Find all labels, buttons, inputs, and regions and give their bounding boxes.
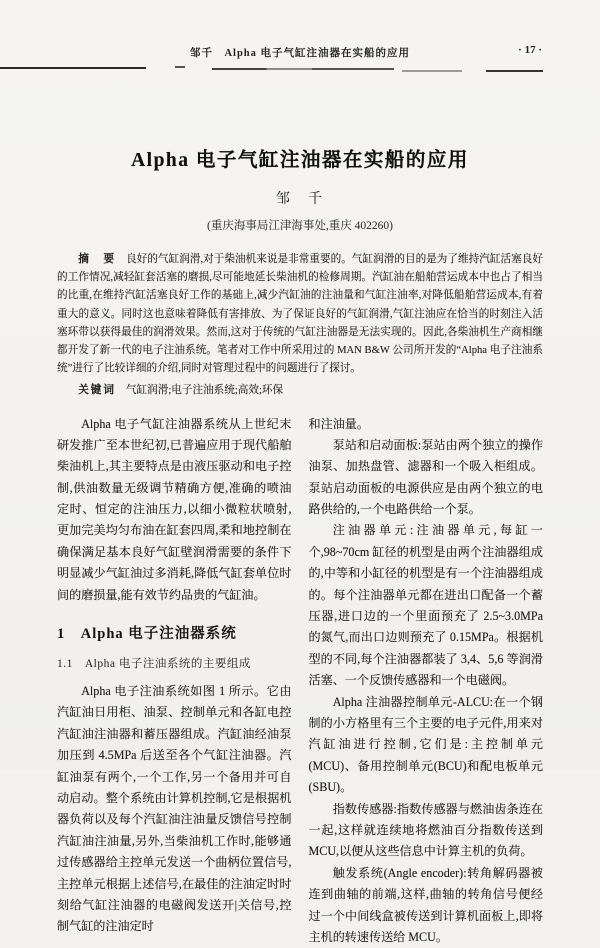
paragraph-continuation: 和注油量。 [308, 416, 369, 431]
paragraph-alcu: Alpha 注油器控制单元-ALCU:在一个钢制的小方格里有三个主要的电子元件,用来对汽缸油进行控制,它们是:主控制单元(MCU)、备用控制单元(BCU)和配电板单元(SBU)。 [308, 694, 543, 795]
paper-title: Alpha 电子气缸注油器在实船的应用 [131, 150, 469, 171]
header-rule-center [212, 68, 394, 70]
header-rule-left [0, 67, 146, 69]
paragraph-pump-station: 泵站和启动面板:泵站由两个独立的操作油泵、加热盘管、滤器和一个吸入柜组成。泵站启动面板的电源供应是由两个独立的电路供给的,一个电路供给一个泵。 [308, 437, 543, 517]
paragraph-injector-unit: 注油器单元:注油器单元,每缸一个,98~70cm 缸径的机型是由两个注油器组成的,中等和小缸径的机型是有一个注油器组成的。每个注油器单元都在进出口配备一个蓄压器,进口边的一个里面预充了 2.5~3.0MPa 的氮气,而出口边则预充了 0.15MPa。根据机型的不同,每个注油器都装了 3,4、5,6 等润滑活塞、一个反馈传感器和一个电磁阀。 [308, 523, 543, 688]
body-columns [57, 414, 543, 948]
abstract-block [57, 251, 543, 379]
running-head-title: 邹千 Alpha 电子气缸注油器在实船的应用 [189, 48, 411, 59]
paragraph-trigger-system: 触发系统(Angle encoder):转角解码器被连到曲轴的前端,这样,曲轴的转角信号便经过一个中间线盒被传送到计算机面板上,即将主机的转速传送给 MCU。 [308, 865, 543, 944]
header-rule-right [486, 70, 543, 72]
header-rule-dash [175, 66, 185, 68]
header-rule-mid [402, 70, 462, 72]
abstract-label: 摘 要 [78, 254, 117, 265]
author-affiliation: (重庆海事局江津海事处,重庆 402260) [207, 220, 393, 232]
page-number: · 17 · [518, 44, 542, 56]
author-name: 邹 千 [276, 192, 324, 207]
keywords-text: 气缸润滑;电子注油系统;高效;环保 [125, 384, 284, 396]
keywords-block [57, 382, 543, 400]
section-1-heading: 1 Alpha 电子注油器系统 [57, 626, 237, 643]
paragraph-index-sensor: 指数传感器:指数传感器与燃油齿条连在一起,这样就连续地将燃油百分指数传送到 MCU,以便从这些信息中计算主机的负荷。 [308, 801, 543, 859]
left-column [57, 414, 292, 948]
keywords-label: 关键词 [78, 384, 116, 396]
section-1-1-heading: 1.1 Alpha 电子注油系统的主要组成 [57, 658, 251, 671]
abstract-text: 良好的气缸润滑,对于柴油机来说是非常重要的。气缸润滑的目的是为了维持汽缸活塞良好的工作情况,减轻缸套活塞的磨损,尽可能地延长柴油机的检修周期。汽缸油在船舶营运成本中也占了相当的比重,在维持汽缸活塞良好工作的基础上,减少汽缸油的注油量和气缸注油率,对降低船舶营运成本,有着重大的意义。同时这也意味着降低有害排放、为了保证良好的气缸润滑,气缸注油应在恰当的时刻注入活塞环带以获得最佳的润滑效果。然而,这对于传统的气缸注油器是无法实现的。因此,各柴油机生产商相继都开发了新一代的电子注油系统。笔者对工作中所采用过的 MAN B&W 公司所开发的“Alpha 电子注油系统”进行了比较详细的介绍,同时对管理过程中的问题进行了探讨。 [57, 254, 544, 375]
paragraph-system-overview: Alpha 电子注油系统如图 1 所示。它由汽缸油日用柜、油泵、控制单元和各缸电控汽缸油注油器和蓄压器组成。汽缸油经油泵加压到 4.5MPa 后送至各个气缸注油器。汽缸油泵有两个,一个工作,另一个备用并可自动启动。整个系统由计算机控制,它是根据机器负荷以及每个汽缸油注油量反馈信号控制汽缸油注油量,另外,当柴油机工作时,能够通过传感器给主控单元发送一个曲柄位置信号,主控单元根据上述信号,在最佳的注油定时时刻给气缸注油器的电磁阀发送开|关信号,控制气缸的注油定时 [57, 684, 292, 934]
right-column [309, 414, 544, 948]
paragraph-intro: Alpha 电子气缸注油器系统从上世纪末研发推广至本世纪初,已普遍应用于现代船舶柴油机上,其主要特点是由液压驱动和电子控制,供油数量无级调节精确方便,准确的喷油定时、恒定的注油压力,以细小微粒状喷射,更加完美均匀布油在缸套四周,柔和地控制在确保满足基本良好气缸壁润滑需要的条件下明显减少气缸油过多消耗,降低气缸套单位时间的磨损量,能有效节约品贵的气缸油。 [57, 416, 292, 602]
